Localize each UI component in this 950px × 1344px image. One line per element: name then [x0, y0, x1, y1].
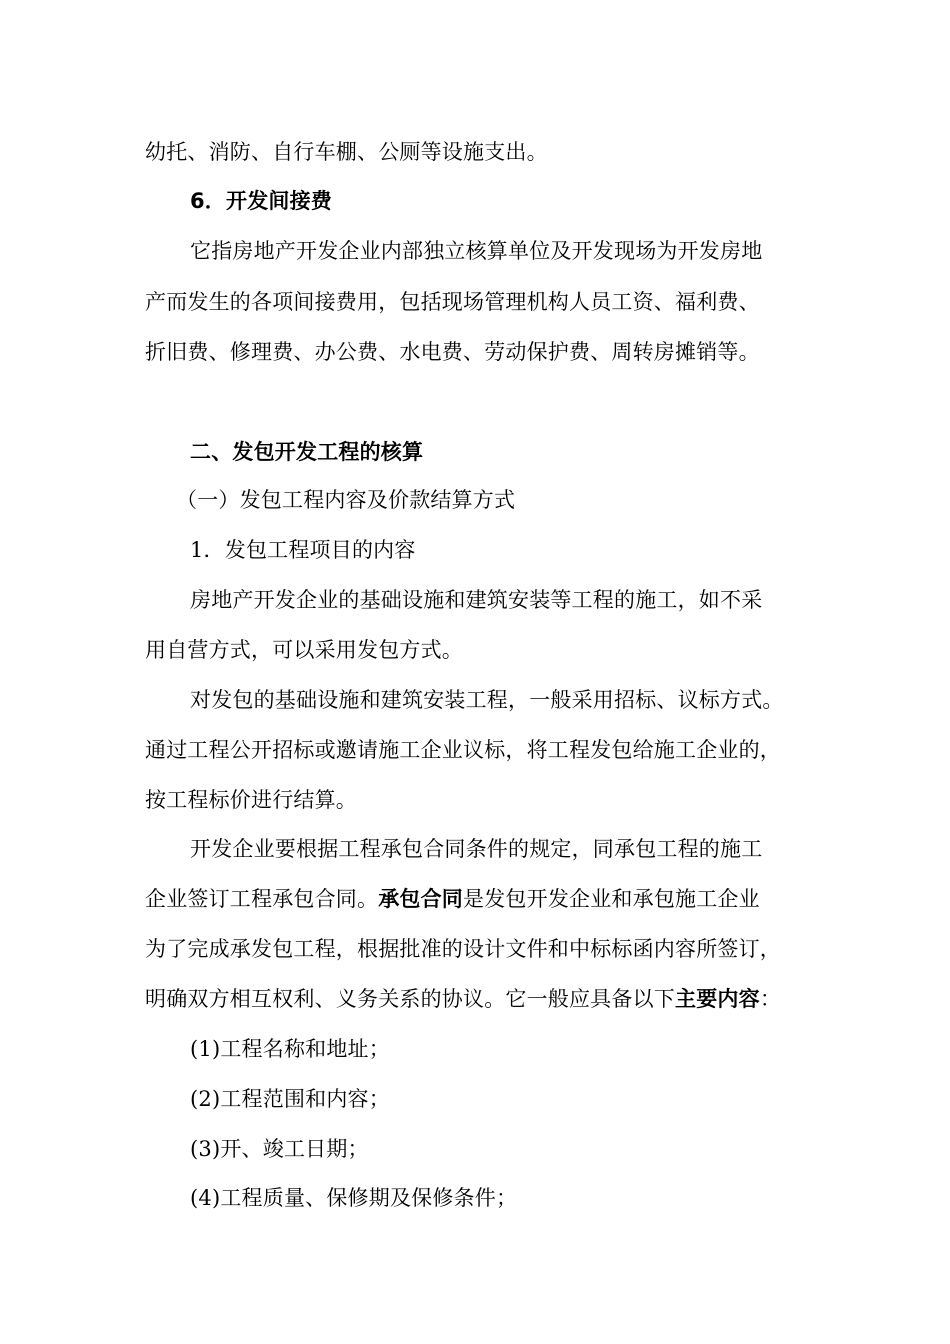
paragraph-line — [145, 984, 781, 1014]
paragraph-line — [145, 884, 760, 914]
paragraph-line: 对发包的基础设施和建筑安装工程，一般采用招标、议标方式。 — [190, 688, 784, 712]
text-run: 是发包开发企业和承包施工企业 — [463, 887, 760, 911]
chapter-heading: 二、发包开发工程的核算 — [190, 440, 424, 464]
text-run: ： — [759, 987, 782, 1011]
list-item: (1)工程名称和地址； — [190, 1037, 390, 1061]
paragraph-line: 为了完成承发包工程，根据批准的设计文件和中标标函内容所签订， — [145, 937, 781, 961]
paragraph-line: 用自营方式，可以采用发包方式。 — [145, 638, 463, 662]
paragraph-continuation: 幼托、消防、自行车棚、公厕等设施支出。 — [145, 140, 548, 164]
list-item: (4)工程质量、保修期及保修条件； — [190, 1186, 518, 1210]
paragraph-line: 房地产开发企业的基础设施和建筑安装等工程的施工，如不采 — [190, 588, 763, 612]
paragraph-line: 它指房地产开发企业内部独立核算单位及开发现场为开发房地 — [190, 239, 763, 263]
paragraph-line: 产而发生的各项间接费用，包括现场管理机构人员工资、福利费、 — [145, 290, 760, 314]
text-run: 企业签订工程承包合同。 — [145, 887, 379, 911]
paragraph-line: 开发企业要根据工程承包合同条件的规定，同承包工程的施工 — [190, 837, 763, 861]
subheading: （一）发包工程内容及价款结算方式 — [176, 488, 516, 512]
paragraph-line: 折旧费、修理费、办公费、水电费、劳动保护费、周转房摊销等。 — [145, 340, 760, 364]
list-item: (3)开、竣工日期； — [190, 1137, 369, 1161]
bold-term-contract: 承包合同 — [378, 887, 464, 911]
paragraph-line: 通过工程公开招标或邀请施工企业议标，将工程发包给施工企业的， — [145, 738, 781, 762]
item-heading: 1．发包工程项目的内容 — [190, 538, 416, 562]
section-heading-6: 6．开发间接费 — [190, 189, 333, 213]
paragraph-line: 按工程标价进行结算。 — [145, 788, 357, 812]
text-run: 明确双方相互权利、义务关系的协议。它一般应具备以下 — [145, 987, 675, 1011]
bold-term-main-content: 主要内容 — [675, 987, 760, 1011]
list-item: (2)工程范围和内容； — [190, 1087, 390, 1111]
